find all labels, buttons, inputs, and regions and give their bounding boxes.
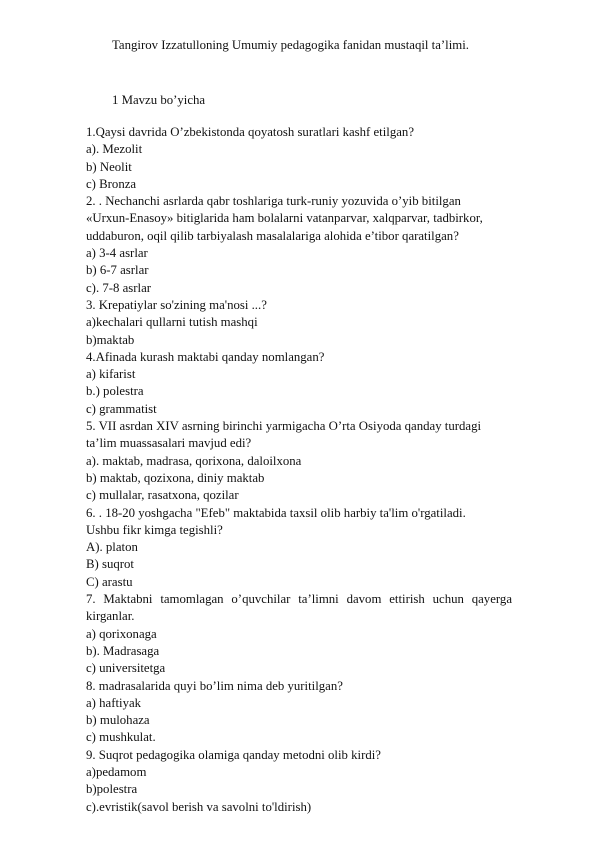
question-line: 3. Krepatiylar so'zining ma'nosi ...? xyxy=(86,297,267,312)
answer-option: a) 3-4 asrlar xyxy=(86,246,148,261)
answer-option: B) suqrot xyxy=(86,557,134,572)
answer-option: c) mushkulat. xyxy=(86,730,156,745)
answer-option: a) kifarist xyxy=(86,367,136,382)
answer-option: b) Neolit xyxy=(86,159,132,174)
question-line: 7. Maktabni tamomlagan o’quvchilar ta’limni davom ettirish uchun qayerga xyxy=(86,592,512,607)
answer-option: c).evristik(savol berish va savolni to'ldirish) xyxy=(86,799,312,814)
topic-heading: 1 Mavzu bo’yicha xyxy=(112,93,206,107)
question-line: Ushbu fikr kimga tegishli? xyxy=(86,522,223,537)
question-line: kirganlar. xyxy=(86,609,135,624)
answer-option: c) Bronza xyxy=(86,176,137,191)
answer-option: A). platon xyxy=(86,540,138,555)
question-line: 8. madrasalarida quyi bo’lim nima deb yuritilgan? xyxy=(86,678,343,693)
answer-option: b) maktab, qozixona, diniy maktab xyxy=(86,470,265,485)
question-line: 9. Suqrot pedagogika olamiga qanday metodni olib kirdi? xyxy=(86,747,381,762)
answer-option: b) mulohaza xyxy=(86,713,150,728)
answer-option: a). Mezolit xyxy=(86,142,143,157)
answer-option: b.) polestra xyxy=(86,384,144,399)
answer-option: a) qorixonaga xyxy=(86,626,157,641)
question-line: ta’lim muassasalari mavjud edi? xyxy=(86,436,252,451)
answer-option: a) haftiyak xyxy=(86,695,142,710)
answer-option: c) mullalar, rasatxona, qozilar xyxy=(86,488,239,503)
answer-option: a)pedamom xyxy=(86,764,147,779)
question-line: 1.Qaysi davrida O’zbekistonda qoyatosh suratlari kashf etilgan? xyxy=(86,125,415,139)
answer-option: c). 7-8 asrlar xyxy=(86,280,152,295)
question-line: 2. . Nechanchi asrlarda qabr toshlariga turk-runiy yozuvida o’yib bitilgan xyxy=(86,194,461,209)
answer-option: c) grammatist xyxy=(86,401,157,416)
document-title: Tangirov Izzatulloning Umumiy pedagogika fanidan mustaqil ta’limi. xyxy=(112,38,469,52)
question-line: «Urxun-Enasoy» bitiglarida ham bolalarni vatanparvar, xalqparvar, tadbirkor, xyxy=(86,211,483,226)
answer-option: c) universitetga xyxy=(86,661,166,676)
answer-option: b) 6-7 asrlar xyxy=(86,263,149,278)
question-line: 4.Afinada kurash maktabi qanday nomlangan? xyxy=(86,349,325,364)
answer-option: b)polestra xyxy=(86,782,138,797)
answer-option: C) arastu xyxy=(86,574,133,589)
answer-option: a). maktab, madrasa, qorixona, daloilxona xyxy=(86,453,302,468)
question-line: 5. VII asrdan XIV asrning birinchi yarmigacha O’rta Osiyoda qanday turdagi xyxy=(86,419,482,434)
question-list xyxy=(86,124,512,816)
answer-option: b). Madrasaga xyxy=(86,643,160,658)
question-line: 6. . 18-20 yoshgacha "Efeb" maktabida taxsil olib harbiy ta'lim o'rgatiladi. xyxy=(86,505,466,520)
question-line: uddaburon, oqil qilib tarbiyalash masalalariga alohida e’tibor qaratilgan? xyxy=(86,228,459,243)
answer-option: b)maktab xyxy=(86,332,135,347)
answer-option: a)kechalari qullarni tutish mashqi xyxy=(86,315,258,330)
